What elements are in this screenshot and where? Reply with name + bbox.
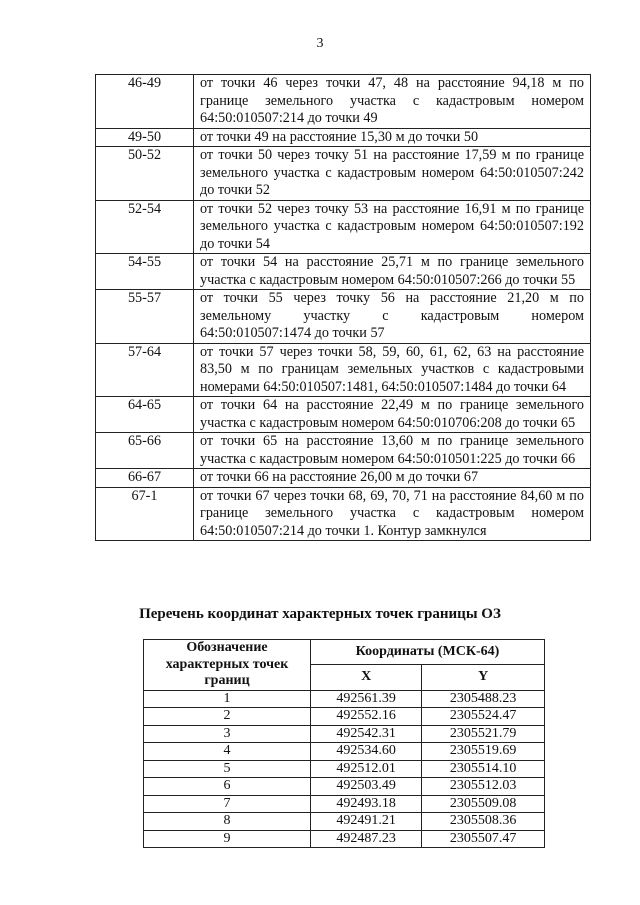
table-row — [96, 290, 591, 344]
x-value: 492552.16 — [311, 708, 422, 726]
point-id: 9 — [144, 830, 311, 848]
x-header: X — [311, 665, 422, 690]
table-row — [144, 690, 545, 708]
x-value: 492493.18 — [311, 795, 422, 813]
table-row — [144, 725, 545, 743]
table-row — [144, 708, 545, 726]
y-header: Y — [422, 665, 545, 690]
y-value: 2305524.47 — [422, 708, 545, 726]
y-value: 2305507.47 — [422, 830, 545, 848]
point-id: 7 — [144, 795, 311, 813]
table-row — [96, 147, 591, 201]
segment-id: 50-52 — [96, 147, 194, 201]
segment-id: 57-64 — [96, 343, 194, 397]
y-value: 2305508.36 — [422, 813, 545, 831]
table-row — [144, 795, 545, 813]
segment-id: 67-1 — [96, 487, 194, 541]
segment-id: 64-65 — [96, 397, 194, 433]
point-id: 4 — [144, 743, 311, 761]
point-id: 2 — [144, 708, 311, 726]
table-header-row — [144, 640, 545, 665]
segment-id: 65-66 — [96, 433, 194, 469]
table-row — [144, 743, 545, 761]
x-value: 492534.60 — [311, 743, 422, 761]
segment-description: от точки 52 через точку 53 на расстояние 16,91 м по границе земельного участка с кадастровым номером 64:50:010507:192 до точки 54 — [194, 200, 591, 254]
x-value: 492503.49 — [311, 778, 422, 796]
table-row — [144, 760, 545, 778]
segment-description: от точки 65 на расстояние 13,60 м по границе земельного участка с кадастровым номером 64:50:010501:225 до точки 66 — [194, 433, 591, 469]
table-row — [96, 469, 591, 488]
y-value: 2305521.79 — [422, 725, 545, 743]
segment-description: от точки 57 через точки 58, 59, 60, 61, 62, 63 на расстояние 83,50 м по границам земельных участков с кадастровыми номерами 64:50:010507:1481, 64:50:010507:1484 до точки 64 — [194, 343, 591, 397]
x-value: 492491.21 — [311, 813, 422, 831]
table-row — [96, 75, 591, 129]
boundary-segments-table — [95, 74, 591, 541]
table-row — [96, 433, 591, 469]
table-row — [144, 778, 545, 796]
point-id: 3 — [144, 725, 311, 743]
table-row — [96, 128, 591, 147]
coordinates-table — [143, 639, 545, 848]
y-value: 2305488.23 — [422, 690, 545, 708]
point-id: 5 — [144, 760, 311, 778]
table-row — [96, 487, 591, 541]
x-value: 492512.01 — [311, 760, 422, 778]
segment-id: 49-50 — [96, 128, 194, 147]
segment-description: от точки 66 на расстояние 26,00 м до точки 67 — [194, 469, 591, 488]
segment-id: 52-54 — [96, 200, 194, 254]
segment-description: от точки 54 на расстояние 25,71 м по границе земельного участка с кадастровым номером 64:50:010507:266 до точки 55 — [194, 254, 591, 290]
coords-section-title: Перечень координат характерных точек границы ОЗ — [139, 606, 501, 622]
segment-description: от точки 46 через точки 47, 48 на расстояние 94,18 м по границе земельного участка с кадастровым номером 64:50:010507:214 до точки 49 — [194, 75, 591, 129]
segment-id: 66-67 — [96, 469, 194, 488]
y-value: 2305514.10 — [422, 760, 545, 778]
coordinates-header: Координаты (МСК-64) — [311, 640, 545, 665]
segment-id: 55-57 — [96, 290, 194, 344]
table-row — [96, 200, 591, 254]
x-value: 492561.39 — [311, 690, 422, 708]
segment-description: от точки 49 на расстояние 15,30 м до точки 50 — [194, 128, 591, 147]
point-label-header: Обозначение характерных точек границ — [144, 640, 311, 691]
x-value: 492487.23 — [311, 830, 422, 848]
segment-id: 46-49 — [96, 75, 194, 129]
segment-description: от точки 50 через точку 51 на расстояние 17,59 м по границе земельного участка с кадастровым номером 64:50:010507:242 до точки 52 — [194, 147, 591, 201]
table-row — [96, 343, 591, 397]
segment-description: от точки 67 через точки 68, 69, 70, 71 на расстояние 84,60 м по границе земельного участка с кадастровым номером 64:50:010507:214 до точки 1. Контур замкнулся — [194, 487, 591, 541]
y-value: 2305512.03 — [422, 778, 545, 796]
table-row — [96, 397, 591, 433]
segment-id: 54-55 — [96, 254, 194, 290]
point-id: 6 — [144, 778, 311, 796]
y-value: 2305509.08 — [422, 795, 545, 813]
x-value: 492542.31 — [311, 725, 422, 743]
point-id: 8 — [144, 813, 311, 831]
segment-description: от точки 64 на расстояние 22,49 м по границе земельного участка с кадастровым номером 64:50:010706:208 до точки 65 — [194, 397, 591, 433]
y-value: 2305519.69 — [422, 743, 545, 761]
page-number: 3 — [316, 36, 324, 51]
segment-description: от точки 55 через точку 56 на расстояние 21,20 м по земельному участку с кадастровым номером 64:50:010507:1474 до точки 57 — [194, 290, 591, 344]
table-row — [144, 830, 545, 848]
table-row — [96, 254, 591, 290]
point-id: 1 — [144, 690, 311, 708]
table-row — [144, 813, 545, 831]
